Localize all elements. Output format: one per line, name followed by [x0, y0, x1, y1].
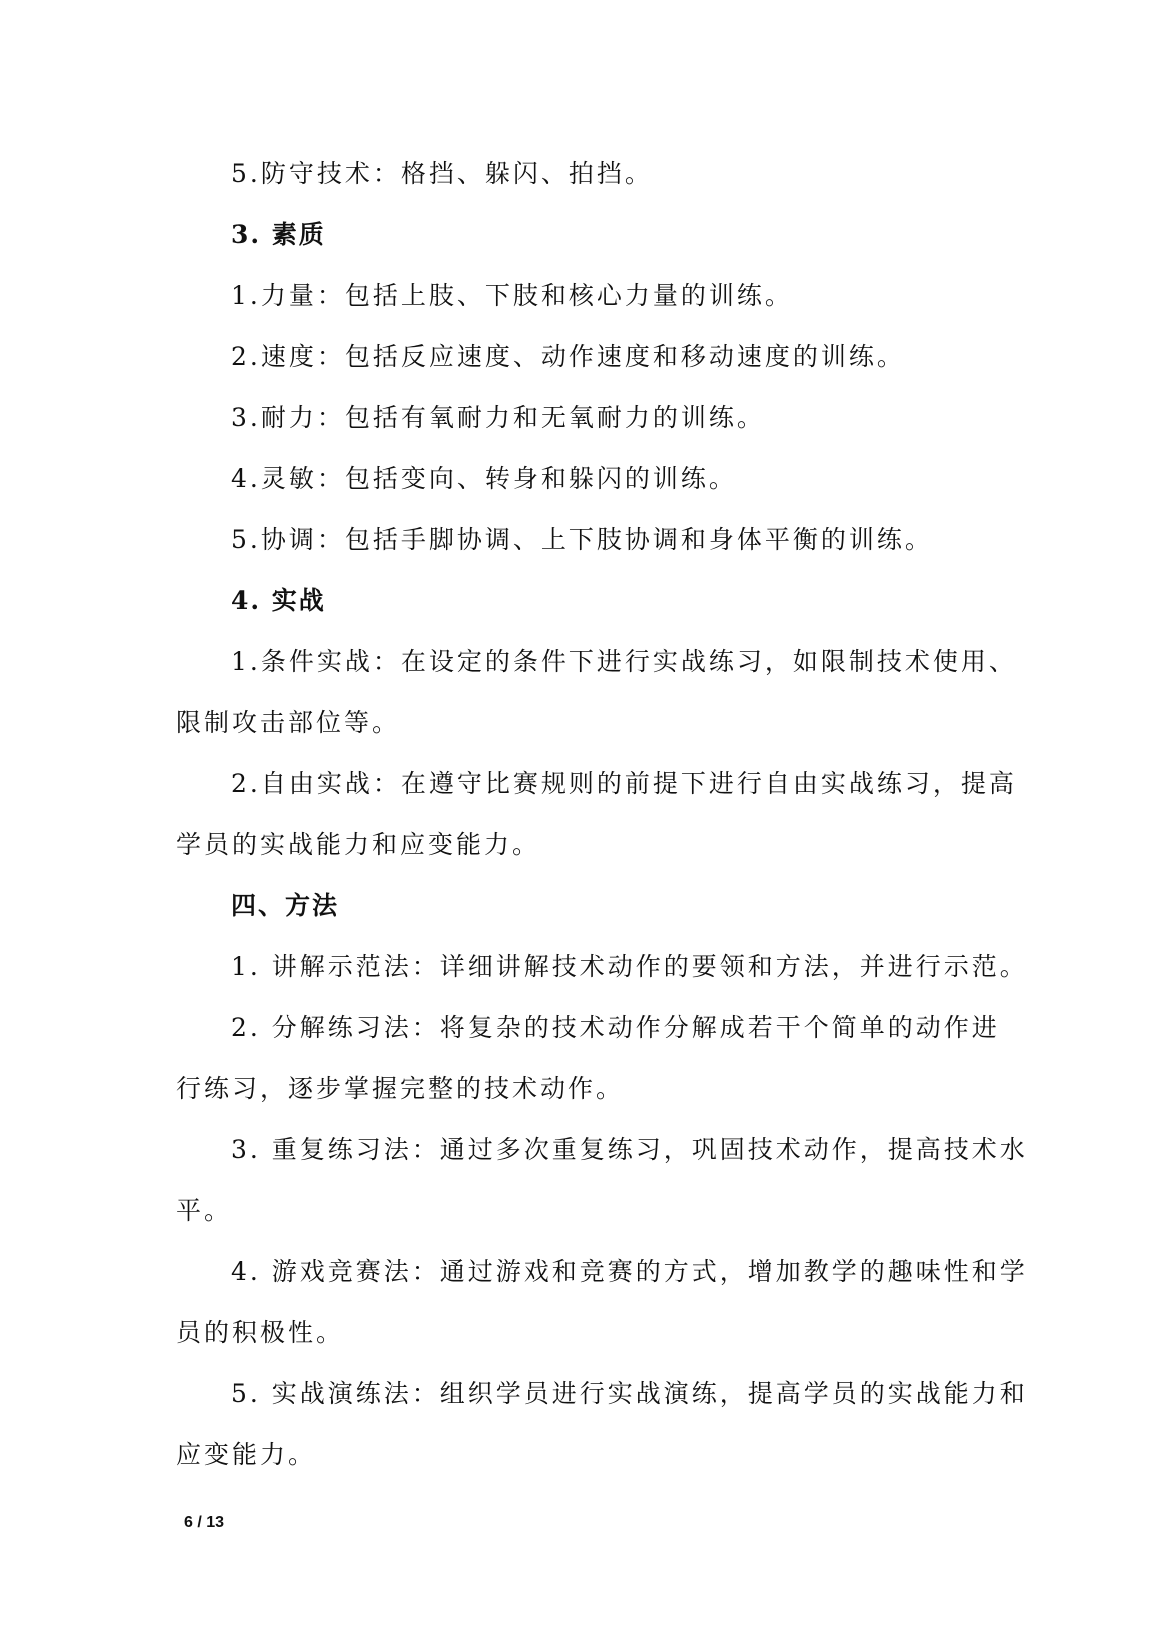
section-heading: 3. 素质 — [231, 220, 326, 249]
list-item: 4. 游戏竞赛法：通过游戏和竞赛的方式，增加教学的趣味性和学 — [231, 1257, 1028, 1286]
list-item: 1.条件实战：在设定的条件下进行实战练习，如限制技术使用、 — [231, 647, 1017, 676]
section-heading: 4. 实战 — [231, 586, 326, 615]
list-item: 1. 讲解示范法：详细讲解技术动作的要领和方法，并进行示范。 — [231, 952, 1028, 981]
list-item: 5. 实战演练法：组织学员进行实战演练，提高学员的实战能力和 — [231, 1379, 1028, 1408]
list-item-continuation: 应变能力。 — [176, 1440, 317, 1469]
list-item: 2.自由实战：在遵守比赛规则的前提下进行自由实战练习，提高 — [231, 769, 1017, 798]
list-item-continuation: 行练习，逐步掌握完整的技术动作。 — [176, 1074, 625, 1103]
list-item: 2.速度：包括反应速度、动作速度和移动速度的训练。 — [231, 342, 905, 371]
list-item: 2. 分解练习法：将复杂的技术动作分解成若干个简单的动作进 — [231, 1013, 1000, 1042]
list-item: 4.灵敏：包括变向、转身和躲闪的训练。 — [231, 464, 737, 493]
list-item: 3. 重复练习法：通过多次重复练习，巩固技术动作，提高技术水 — [231, 1135, 1028, 1164]
list-item: 1.力量：包括上肢、下肢和核心力量的训练。 — [231, 281, 793, 310]
list-item-continuation: 平。 — [176, 1196, 233, 1225]
section-heading: 四、方法 — [231, 891, 340, 920]
list-item-continuation: 限制攻击部位等。 — [176, 708, 401, 737]
list-item: 3.耐力：包括有氧耐力和无氧耐力的训练。 — [231, 403, 765, 432]
document-body — [176, 143, 1028, 1485]
list-item-continuation: 员的积极性。 — [176, 1318, 345, 1347]
list-item-continuation: 学员的实战能力和应变能力。 — [176, 830, 541, 859]
list-item: 5.防守技术：格挡、躲闪、拍挡。 — [231, 159, 653, 188]
page-number: 6 / 13 — [184, 1514, 225, 1531]
list-item: 5.协调：包括手脚协调、上下肢协调和身体平衡的训练。 — [231, 525, 933, 554]
